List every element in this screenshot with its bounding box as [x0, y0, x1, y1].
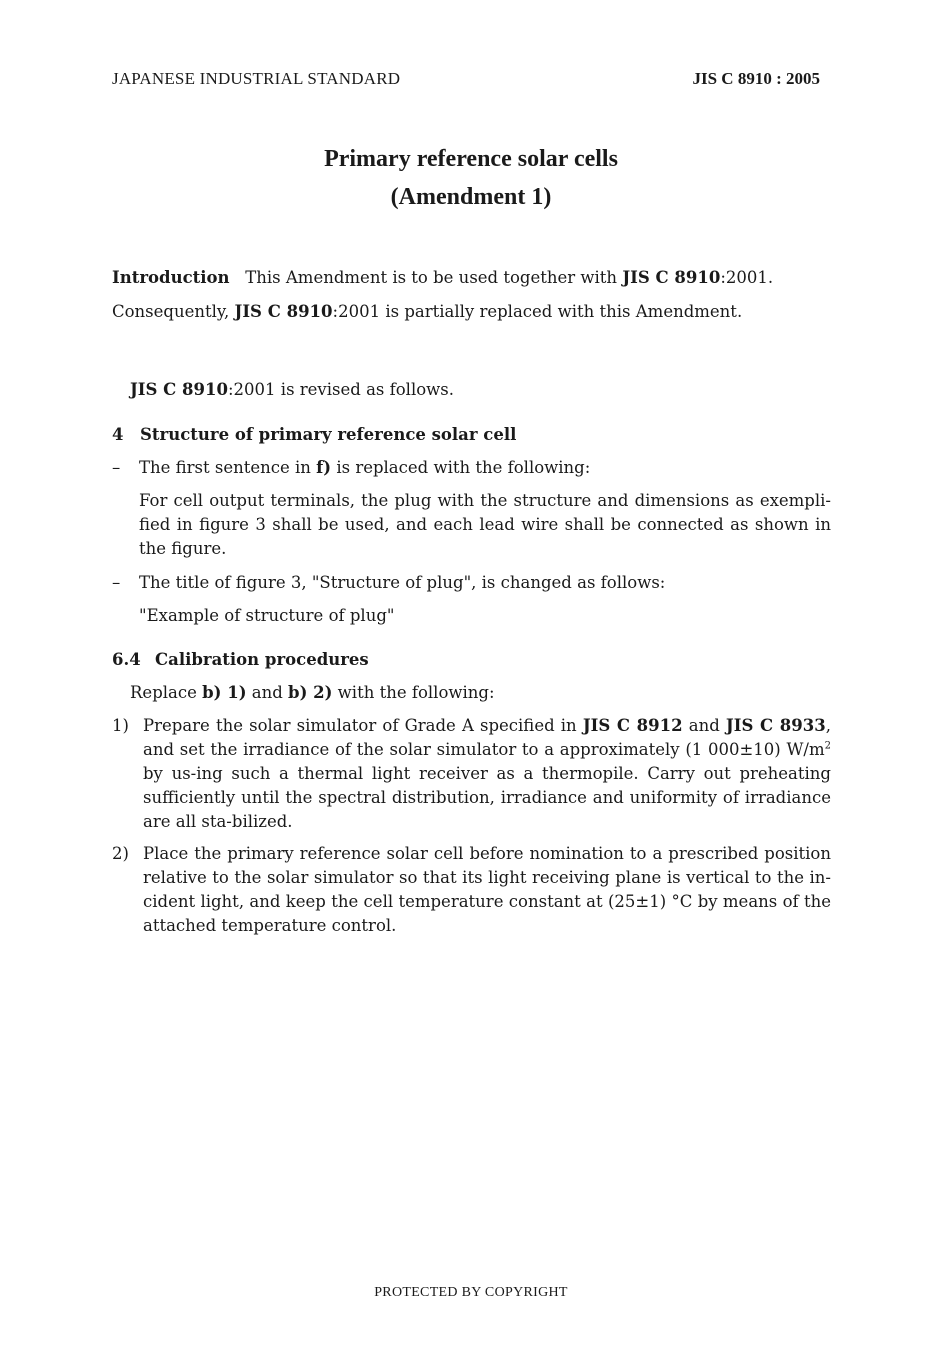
standard-reference: JIS C 8910: [622, 268, 721, 287]
introduction-label: Introduction: [112, 268, 230, 287]
replace-text-end: with the following:: [332, 683, 495, 702]
procedure-text-part: by us-ing such a thermal light receiver as a thermopile. Carry out preheating sufficiently until the spectral distribution, irradiance and uniformity of irradiance are all sta-bilized.: [143, 764, 831, 831]
introduction-text-end: :2001.: [720, 268, 774, 287]
section-6-4-heading: [112, 648, 369, 672]
procedure-text: Place the primary reference solar cell before nomination to a prescribed position relative to the solar simulator so that its light receiving plane is vertical to the in-cident light, and keep the cell temperature constant at (25±1) °C by means of the attached temperature control.: [143, 844, 831, 935]
change-item-1: [112, 456, 590, 480]
header-standard-number: JIS C 8910 : 2005: [692, 69, 820, 88]
introduction-line-2: [112, 300, 742, 324]
revision-statement: [130, 378, 454, 402]
header-standard-label: JAPANESE INDUSTRIAL STANDARD: [112, 69, 401, 88]
introduction-text: Consequently,: [112, 302, 235, 321]
procedure-text-part: and: [682, 716, 726, 735]
dash-bullet: –: [112, 573, 121, 592]
procedure-text: [143, 714, 831, 834]
item-number: 2): [112, 844, 129, 863]
change-text: The title of figure 3, "Structure of plug", is changed as follows:: [139, 573, 666, 592]
procedure-item-2: [112, 842, 831, 938]
change-text: The first sentence in: [139, 458, 317, 477]
section-title: Structure of primary reference solar cell: [140, 425, 517, 444]
replace-text: and: [246, 683, 289, 702]
change-text-end: is replaced with the following:: [331, 458, 591, 477]
page-title: Primary reference solar cells: [324, 146, 618, 172]
section-number: 6.4: [112, 650, 141, 669]
replace-instruction: [130, 681, 495, 705]
procedure-text-part: Prepare the solar simulator of Grade A specified in: [143, 716, 583, 735]
new-figure-title: "Example of structure of plug": [139, 606, 395, 625]
revision-text: :2001 is revised as follows.: [228, 380, 454, 399]
introduction-text-end: :2001 is partially replaced with this Amendment.: [332, 302, 743, 321]
change-item-2: [112, 571, 665, 595]
procedure-item-1: [112, 714, 831, 834]
page-subtitle: (Amendment 1): [390, 184, 552, 210]
clause-reference: b) 1): [202, 683, 247, 702]
introduction-text: This Amendment is to be used together with: [245, 268, 623, 287]
clause-reference: b) 2): [288, 683, 333, 702]
clause-reference: f): [316, 458, 332, 477]
replace-text: Replace: [130, 683, 203, 702]
introduction-line-1: [112, 266, 773, 290]
copyright-footer: PROTECTED BY COPYRIGHT: [374, 1285, 568, 1300]
standard-reference: JIS C 8910: [234, 302, 333, 321]
dash-bullet: –: [112, 458, 121, 477]
procedure-text-part: , and set the irradiance of the solar simulator to a approximately (1 000±10) W/m: [143, 716, 831, 759]
standard-reference: JIS C 8933: [725, 716, 826, 735]
item-number: 1): [112, 716, 129, 735]
superscript: 2: [824, 740, 831, 752]
standard-reference: JIS C 8910: [130, 380, 228, 399]
replacement-text: For cell output terminals, the plug with the structure and dimensions as exempli-fied in figure 3 shall be used, and each lead wire shall be connected as shown in the figure.: [139, 491, 831, 558]
section-4-heading: [112, 423, 516, 447]
standard-reference: JIS C 8912: [582, 716, 683, 735]
section-number: 4: [112, 425, 124, 444]
section-title: Calibration procedures: [155, 650, 369, 669]
